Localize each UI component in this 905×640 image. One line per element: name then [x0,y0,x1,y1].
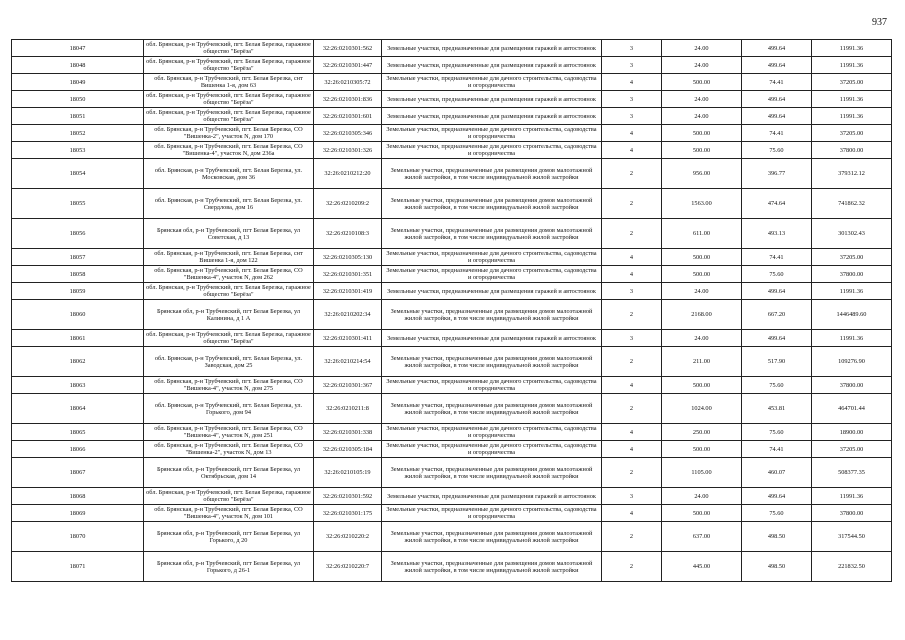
table-row [12,458,892,488]
land-use-cell: Земельные участки, предназначенные для дачного строительства, садоводства и огородничества [382,266,602,283]
cadastral-number-cell: 32:26:0210301:836 [314,91,382,108]
specific-value-cell: 75.60 [742,142,812,159]
area-cell: 500.00 [662,125,742,142]
group-cell: 3 [602,57,662,74]
area-cell: 1024.00 [662,394,742,424]
cadastral-value-cell: 11991.36 [812,330,892,347]
table-row [12,74,892,91]
specific-value-cell: 499.64 [742,108,812,125]
group-cell: 2 [602,347,662,377]
cadastral-number-cell: 32:26:0210301:601 [314,108,382,125]
group-cell: 3 [602,330,662,347]
address-cell: обл. Брянская, р-н Трубчевский, пгт. Белая Березка, гаражное общество "Берёза" [144,330,314,347]
cadastral-number-cell: 32:26:0210212:20 [314,159,382,189]
group-cell: 3 [602,91,662,108]
land-use-cell: Земельные участки, предназначенные для дачного строительства, садоводства и огородничества [382,249,602,266]
land-use-cell: Земельные участки, предназначенные для дачного строительства, садоводства и огородничества [382,505,602,522]
cadastral-value-cell: 11991.36 [812,283,892,300]
cadastral-number-cell: 32:26:0210211:8 [314,394,382,424]
group-cell: 3 [602,283,662,300]
group-cell: 2 [602,219,662,249]
area-cell: 500.00 [662,142,742,159]
land-use-cell: Земельные участки, предназначенные для размещения гаражей и автостоянок [382,283,602,300]
table-row [12,394,892,424]
row-number-cell: 18071 [12,552,144,582]
group-cell: 4 [602,505,662,522]
specific-value-cell: 517.90 [742,347,812,377]
address-cell: обл. Брянская, р-н Трубчевский, пгт. Белая Березка, ул. Свердлова, дом 16 [144,189,314,219]
row-number-cell: 18050 [12,91,144,108]
row-number-cell: 18065 [12,424,144,441]
area-cell: 211.00 [662,347,742,377]
table-row [12,522,892,552]
table-row [12,108,892,125]
address-cell: обл. Брянская, р-н Трубчевский, пгт. Белая Березка, гаражное общество "Берёза" [144,108,314,125]
row-number-cell: 18052 [12,125,144,142]
cadastral-value-cell: 11991.36 [812,108,892,125]
cadastral-value-cell: 301302.43 [812,219,892,249]
table-row [12,142,892,159]
table-row [12,125,892,142]
group-cell: 4 [602,266,662,283]
land-use-cell: Земельные участки, предназначенные для дачного строительства, садоводства и огородничества [382,125,602,142]
address-cell: обл. Брянская, р-н Трубчевский, пгт. Белая Березка, гаражное общество "Берёза" [144,283,314,300]
table-row [12,377,892,394]
table-row [12,330,892,347]
address-cell: обл. Брянская, р-н Трубчевский, пгт. Белая Березка, гаражное общество "Берёза" [144,488,314,505]
row-number-cell: 18048 [12,57,144,74]
address-cell: обл. Брянская, р-н Трубчевский, пгт. Белая Березка, СО "Вишенка-4", участок N, дом 101 [144,505,314,522]
cadastral-number-cell: 32:26:0210209:2 [314,189,382,219]
table-row [12,424,892,441]
area-cell: 500.00 [662,441,742,458]
group-cell: 4 [602,249,662,266]
address-cell: обл. Брянская, р-н Трубчевский, пгт. Белая Березка, ул. Московская, дом 36 [144,159,314,189]
row-number-cell: 18058 [12,266,144,283]
cadastral-value-cell: 1446489.60 [812,300,892,330]
group-cell: 2 [602,458,662,488]
group-cell: 2 [602,189,662,219]
cadastral-number-cell: 32:26:0210301:592 [314,488,382,505]
row-number-cell: 18069 [12,505,144,522]
specific-value-cell: 499.64 [742,330,812,347]
group-cell: 2 [602,394,662,424]
cadastral-value-cell: 37800.00 [812,266,892,283]
area-cell: 637.00 [662,522,742,552]
cadastral-value-cell: 37800.00 [812,142,892,159]
area-cell: 1563.00 [662,189,742,219]
cadastral-value-cell: 11991.36 [812,57,892,74]
area-cell: 956.00 [662,159,742,189]
row-number-cell: 18051 [12,108,144,125]
address-cell: обл. Брянская, р-н Трубчевский, пгт. Белая Березка, снт Вишенка 1-я, дом 63 [144,74,314,91]
land-use-cell: Земельные участки, предназначенные для дачного строительства, садоводства и огородничества [382,377,602,394]
address-cell: обл. Брянская, р-н Трубчевский, пгт. Белая Березка, СО "Вишенка-2", участок N, дом 13 [144,441,314,458]
land-use-cell: Земельные участки, предназначенные для размещения домов малоэтажной жилой застройки, в том числе индивидуальной жилой застройки [382,189,602,219]
group-cell: 3 [602,40,662,57]
row-number-cell: 18060 [12,300,144,330]
cadastral-value-cell: 741862.32 [812,189,892,219]
area-cell: 24.00 [662,108,742,125]
group-cell: 4 [602,125,662,142]
area-cell: 2168.00 [662,300,742,330]
cadastral-number-cell: 32:26:0210105:19 [314,458,382,488]
row-number-cell: 18064 [12,394,144,424]
specific-value-cell: 493.13 [742,219,812,249]
table-row [12,505,892,522]
cadastral-value-cell: 379312.12 [812,159,892,189]
land-use-cell: Земельные участки, предназначенные для размещения домов малоэтажной жилой застройки, в том числе индивидуальной жилой застройки [382,394,602,424]
specific-value-cell: 453.81 [742,394,812,424]
group-cell: 3 [602,108,662,125]
page-number: 937 [872,17,887,28]
cadastral-value-cell: 11991.36 [812,488,892,505]
cadastral-number-cell: 32:26:0210301:175 [314,505,382,522]
table-row [12,552,892,582]
row-number-cell: 18053 [12,142,144,159]
row-number-cell: 18063 [12,377,144,394]
address-cell: Брянская обл, р-н Трубчевский, пгт Белая Березка, ул Советская, д 13 [144,219,314,249]
cadastral-number-cell: 32:26:0210305:346 [314,125,382,142]
address-cell: обл. Брянская, р-н Трубчевский, пгт. Белая Березка, ул. Заводская, дом 25 [144,347,314,377]
table-row [12,91,892,108]
land-use-cell: Земельные участки, предназначенные для дачного строительства, садоводства и огородничества [382,424,602,441]
row-number-cell: 18056 [12,219,144,249]
cadastral-value-cell: 11991.36 [812,91,892,108]
cadastral-value-cell: 37205.00 [812,125,892,142]
row-number-cell: 18067 [12,458,144,488]
area-cell: 24.00 [662,488,742,505]
address-cell: обл. Брянская, р-н Трубчевский, пгт. Белая Березка, гаражное общество "Берёза" [144,57,314,74]
cadastral-number-cell: 32:26:0210220:2 [314,522,382,552]
land-use-cell: Земельные участки, предназначенные для размещения гаражей и автостоянок [382,108,602,125]
land-use-cell: Земельные участки, предназначенные для размещения домов малоэтажной жилой застройки, в том числе индивидуальной жилой застройки [382,159,602,189]
cadastral-value-cell: 109276.90 [812,347,892,377]
cadastral-value-cell: 317544.50 [812,522,892,552]
address-cell: обл. Брянская, р-н Трубчевский, пгт. Белая Березка, СО "Вишенка-4", участок N, дом 251 [144,424,314,441]
cadastral-number-cell: 32:26:0210305:184 [314,441,382,458]
cadastral-value-cell: 37800.00 [812,377,892,394]
group-cell: 4 [602,441,662,458]
specific-value-cell: 499.64 [742,488,812,505]
cadastral-number-cell: 32:26:0210301:351 [314,266,382,283]
cadastral-number-cell: 32:26:0210301:419 [314,283,382,300]
area-cell: 250.00 [662,424,742,441]
land-use-cell: Земельные участки, предназначенные для дачного строительства, садоводства и огородничества [382,74,602,91]
cadastral-value-cell: 18900.00 [812,424,892,441]
specific-value-cell: 499.64 [742,283,812,300]
specific-value-cell: 74.41 [742,441,812,458]
specific-value-cell: 75.60 [742,424,812,441]
specific-value-cell: 75.60 [742,266,812,283]
group-cell: 2 [602,522,662,552]
area-cell: 611.00 [662,219,742,249]
specific-value-cell: 74.41 [742,74,812,91]
cadastral-value-cell: 464701.44 [812,394,892,424]
table-row [12,283,892,300]
land-use-cell: Земельные участки, предназначенные для размещения домов малоэтажной жилой застройки, в том числе индивидуальной жилой застройки [382,347,602,377]
address-cell: обл. Брянская, р-н Трубчевский, пгт. Белая Березка, СО "Вишенка-4", участок N, дом 275 [144,377,314,394]
cadastral-value-cell: 508377.35 [812,458,892,488]
group-cell: 2 [602,159,662,189]
row-number-cell: 18054 [12,159,144,189]
table-row [12,300,892,330]
cadastral-value-cell: 37800.00 [812,505,892,522]
address-cell: обл. Брянская, р-н Трубчевский, пгт. Белая Березка, СО "Вишенка-4", участок N, дом 236а [144,142,314,159]
cadastral-number-cell: 32:26:0210305:130 [314,249,382,266]
land-use-cell: Земельные участки, предназначенные для размещения домов малоэтажной жилой застройки, в том числе индивидуальной жилой застройки [382,300,602,330]
area-cell: 500.00 [662,74,742,91]
address-cell: Брянская обл, р-н Трубчевский, пгт Белая Березка, ул Калинина, д 1 А [144,300,314,330]
table-row [12,266,892,283]
group-cell: 2 [602,300,662,330]
cadastral-number-cell: 32:26:0210301:367 [314,377,382,394]
group-cell: 2 [602,552,662,582]
group-cell: 4 [602,142,662,159]
address-cell: Брянская обл, р-н Трубчевский, пгт Белая Березка, ул Горького, д 26-1 [144,552,314,582]
specific-value-cell: 474.64 [742,189,812,219]
area-cell: 1105.00 [662,458,742,488]
area-cell: 24.00 [662,91,742,108]
specific-value-cell: 498.50 [742,552,812,582]
address-cell: обл. Брянская, р-н Трубчевский, пгт. Белая Березка, гаражное общество "Берёза" [144,40,314,57]
cadastral-number-cell: 32:26:0210202:34 [314,300,382,330]
area-cell: 24.00 [662,57,742,74]
cadastral-number-cell: 32:26:0210301:562 [314,40,382,57]
cadastral-value-cell: 37205.00 [812,249,892,266]
cadastral-value-cell: 11991.36 [812,40,892,57]
specific-value-cell: 75.60 [742,505,812,522]
address-cell: Брянская обл, р-н Трубчевский, пгт Белая Березка, ул Октябрьская, дом 14 [144,458,314,488]
cadastral-number-cell: 32:26:0210305:72 [314,74,382,91]
specific-value-cell: 74.41 [742,249,812,266]
group-cell: 4 [602,377,662,394]
address-cell: обл. Брянская, р-н Трубчевский, пгт. Белая Березка, СО "Вишенка-4", участок N, дом 262 [144,266,314,283]
group-cell: 4 [602,74,662,91]
group-cell: 3 [602,488,662,505]
specific-value-cell: 75.60 [742,377,812,394]
table-body [12,40,892,582]
area-cell: 24.00 [662,330,742,347]
specific-value-cell: 499.64 [742,40,812,57]
area-cell: 24.00 [662,283,742,300]
land-use-cell: Земельные участки, предназначенные для размещения гаражей и автостоянок [382,57,602,74]
land-use-cell: Земельные участки, предназначенные для размещения домов малоэтажной жилой застройки, в том числе индивидуальной жилой застройки [382,219,602,249]
table-row [12,40,892,57]
specific-value-cell: 460.07 [742,458,812,488]
row-number-cell: 18061 [12,330,144,347]
specific-value-cell: 396.77 [742,159,812,189]
table-row [12,347,892,377]
area-cell: 445.00 [662,552,742,582]
cadastral-number-cell: 32:26:0210214:54 [314,347,382,377]
area-cell: 500.00 [662,266,742,283]
land-use-cell: Земельные участки, предназначенные для размещения домов малоэтажной жилой застройки, в том числе индивидуальной жилой застройки [382,552,602,582]
table-row [12,57,892,74]
land-use-cell: Земельные участки, предназначенные для размещения домов малоэтажной жилой застройки, в том числе индивидуальной жилой застройки [382,458,602,488]
address-cell: Брянская обл, р-н Трубчевский, пгт Белая Березка, ул Горького, д 20 [144,522,314,552]
cadastral-number-cell: 32:26:0210301:447 [314,57,382,74]
land-use-cell: Земельные участки, предназначенные для дачного строительства, садоводства и огородничества [382,142,602,159]
cadastral-number-cell: 32:26:0210220:7 [314,552,382,582]
group-cell: 4 [602,424,662,441]
land-use-cell: Земельные участки, предназначенные для размещения домов малоэтажной жилой застройки, в том числе индивидуальной жилой застройки [382,522,602,552]
cadastral-value-cell: 221832.50 [812,552,892,582]
cadastral-value-cell: 37205.00 [812,74,892,91]
row-number-cell: 18059 [12,283,144,300]
area-cell: 500.00 [662,377,742,394]
land-use-cell: Земельные участки, предназначенные для дачного строительства, садоводства и огородничества [382,441,602,458]
row-number-cell: 18047 [12,40,144,57]
cadastral-number-cell: 32:26:0210301:326 [314,142,382,159]
row-number-cell: 18062 [12,347,144,377]
cadastral-number-cell: 32:26:0210108:3 [314,219,382,249]
specific-value-cell: 499.64 [742,91,812,108]
land-use-cell: Земельные участки, предназначенные для размещения гаражей и автостоянок [382,488,602,505]
row-number-cell: 18066 [12,441,144,458]
address-cell: обл. Брянская, р-н Трубчевский, пгт. Белая Березка, СО "Вишенка-2", участок N, дом 170 [144,125,314,142]
land-use-cell: Земельные участки, предназначенные для размещения гаражей и автостоянок [382,40,602,57]
table-row [12,189,892,219]
specific-value-cell: 667.20 [742,300,812,330]
cadastral-value-cell: 37205.00 [812,441,892,458]
row-number-cell: 18068 [12,488,144,505]
address-cell: обл. Брянская, р-н Трубчевский, пгт. Белая Березка, ул. Горького, дом 94 [144,394,314,424]
address-cell: обл. Брянская, р-н Трубчевский, пгт. Белая Березка, снт Вишенка 1-я, дом 122 [144,249,314,266]
specific-value-cell: 498.50 [742,522,812,552]
table-row [12,159,892,189]
table-row [12,219,892,249]
address-cell: обл. Брянская, р-н Трубчевский, пгт. Белая Березка, гаражное общество "Берёза" [144,91,314,108]
cadastral-number-cell: 32:26:0210301:411 [314,330,382,347]
row-number-cell: 18057 [12,249,144,266]
area-cell: 500.00 [662,505,742,522]
area-cell: 500.00 [662,249,742,266]
specific-value-cell: 74.41 [742,125,812,142]
table-row [12,249,892,266]
land-use-cell: Земельные участки, предназначенные для размещения гаражей и автостоянок [382,330,602,347]
row-number-cell: 18055 [12,189,144,219]
specific-value-cell: 499.64 [742,57,812,74]
row-number-cell: 18070 [12,522,144,552]
row-number-cell: 18049 [12,74,144,91]
land-use-cell: Земельные участки, предназначенные для размещения гаражей и автостоянок [382,91,602,108]
cadastral-value-table [11,39,892,582]
table-row [12,441,892,458]
table-row [12,488,892,505]
cadastral-number-cell: 32:26:0210301:338 [314,424,382,441]
area-cell: 24.00 [662,40,742,57]
